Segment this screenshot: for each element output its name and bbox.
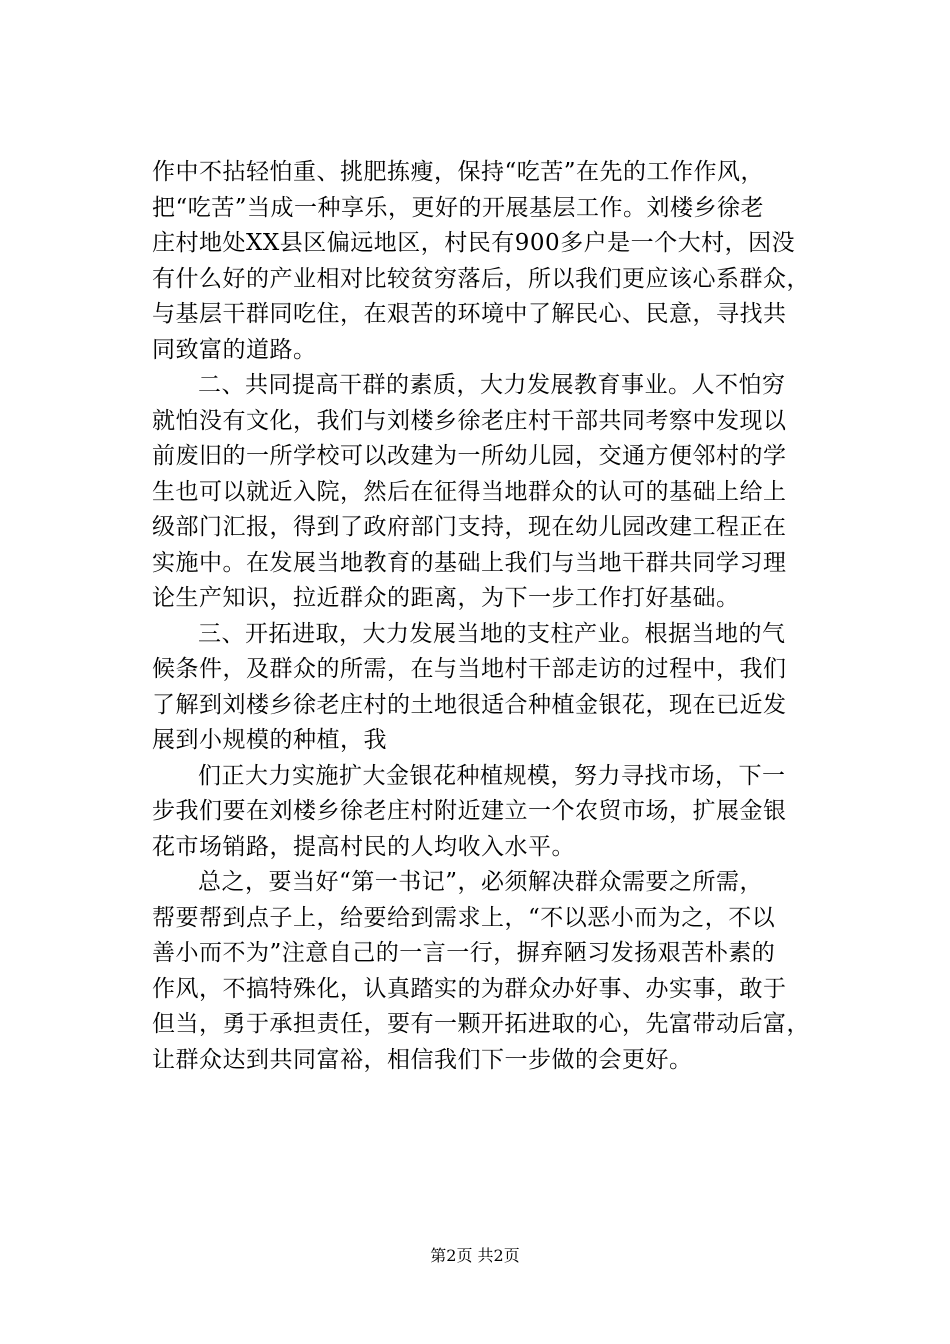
text-line: 论生产知识，拉近群众的距离，为下一步工作打好基础。: [152, 585, 740, 611]
text-line: 们正大力实施扩大金银花种植规模，努力寻找市场，下一: [198, 762, 786, 789]
text-line: 前废旧的一所学校可以改建为一所幼儿园，交通方便邻村的学: [152, 443, 787, 469]
document-body: [152, 155, 842, 1078]
text-line: 候条件，及群众的所需，在与当地村干部走访的过程中，我们: [152, 656, 787, 682]
text-line: 但当，勇于承担责任，要有一颗开拓进取的心，先富带动后富，: [152, 1011, 810, 1037]
text-line: 让群众达到共同富裕，相信我们下一步做的会更好。: [152, 1046, 693, 1073]
text-line: 步我们要在刘楼乡徐老庄村附近建立一个农贸市场，扩展金银: [152, 798, 787, 824]
text-line: 展到小规模的种植，我: [152, 727, 387, 753]
page-footer: 第2页 共2页: [430, 1246, 520, 1265]
text-line: 就怕没有文化，我们与刘楼乡徐老庄村干部共同考察中发现以: [152, 407, 787, 434]
text-line: 实施中。在发展当地教育的基础上我们与当地干群共同学习理: [152, 549, 787, 576]
text-line: 把“吃苦”当成一种享乐，更好的开展基层工作。刘楼乡徐老: [152, 194, 765, 221]
text-line: 总之，要当好“第一书记”，必须解决群众需要之所需，: [198, 869, 764, 895]
text-line: 生也可以就近入院，然后在征得当地群众的认可的基础上给上: [152, 478, 787, 505]
text-line: 与基层干群同吃住，在艰苦的环境中了解民心、民意，寻找共: [152, 301, 787, 327]
text-line: 作中不拈轻怕重、挑肥拣瘦，保持“吃苦”在先的工作作风，: [152, 159, 765, 185]
text-line: 善小而不为”注意自己的一言一行，摒弃陋习发扬艰苦朴素的: [152, 940, 776, 966]
text-line: 作风，不搞特殊化，认真踏实的为群众办好事、办实事，敢于: [152, 975, 787, 1002]
text-line: 级部门汇报，得到了政府部门支持，现在幼儿园改建工程正在: [152, 514, 787, 540]
text-line: 三、开拓进取，大力发展当地的支柱产业。根据当地的气: [198, 620, 786, 647]
text-line: 二、共同提高干群的素质，大力发展教育事业。人不怕穷: [198, 372, 786, 398]
text-line: 了解到刘楼乡徐老庄村的土地很适合种植金银花，现在已近发: [152, 691, 787, 718]
text-line: 同致富的道路。: [152, 336, 317, 363]
text-line: 花市场销路，提高村民的人均收入水平。: [152, 833, 575, 860]
text-line: 庄村地处XX县区偏远地区，村民有900多户是一个大村，因没: [152, 230, 796, 256]
text-line: 有什么好的产业相对比较贫穷落后，所以我们更应该心系群众，: [152, 265, 810, 292]
text-line: 帮要帮到点子上，给要给到需求上，“不以恶小而为之，不以: [152, 904, 776, 931]
